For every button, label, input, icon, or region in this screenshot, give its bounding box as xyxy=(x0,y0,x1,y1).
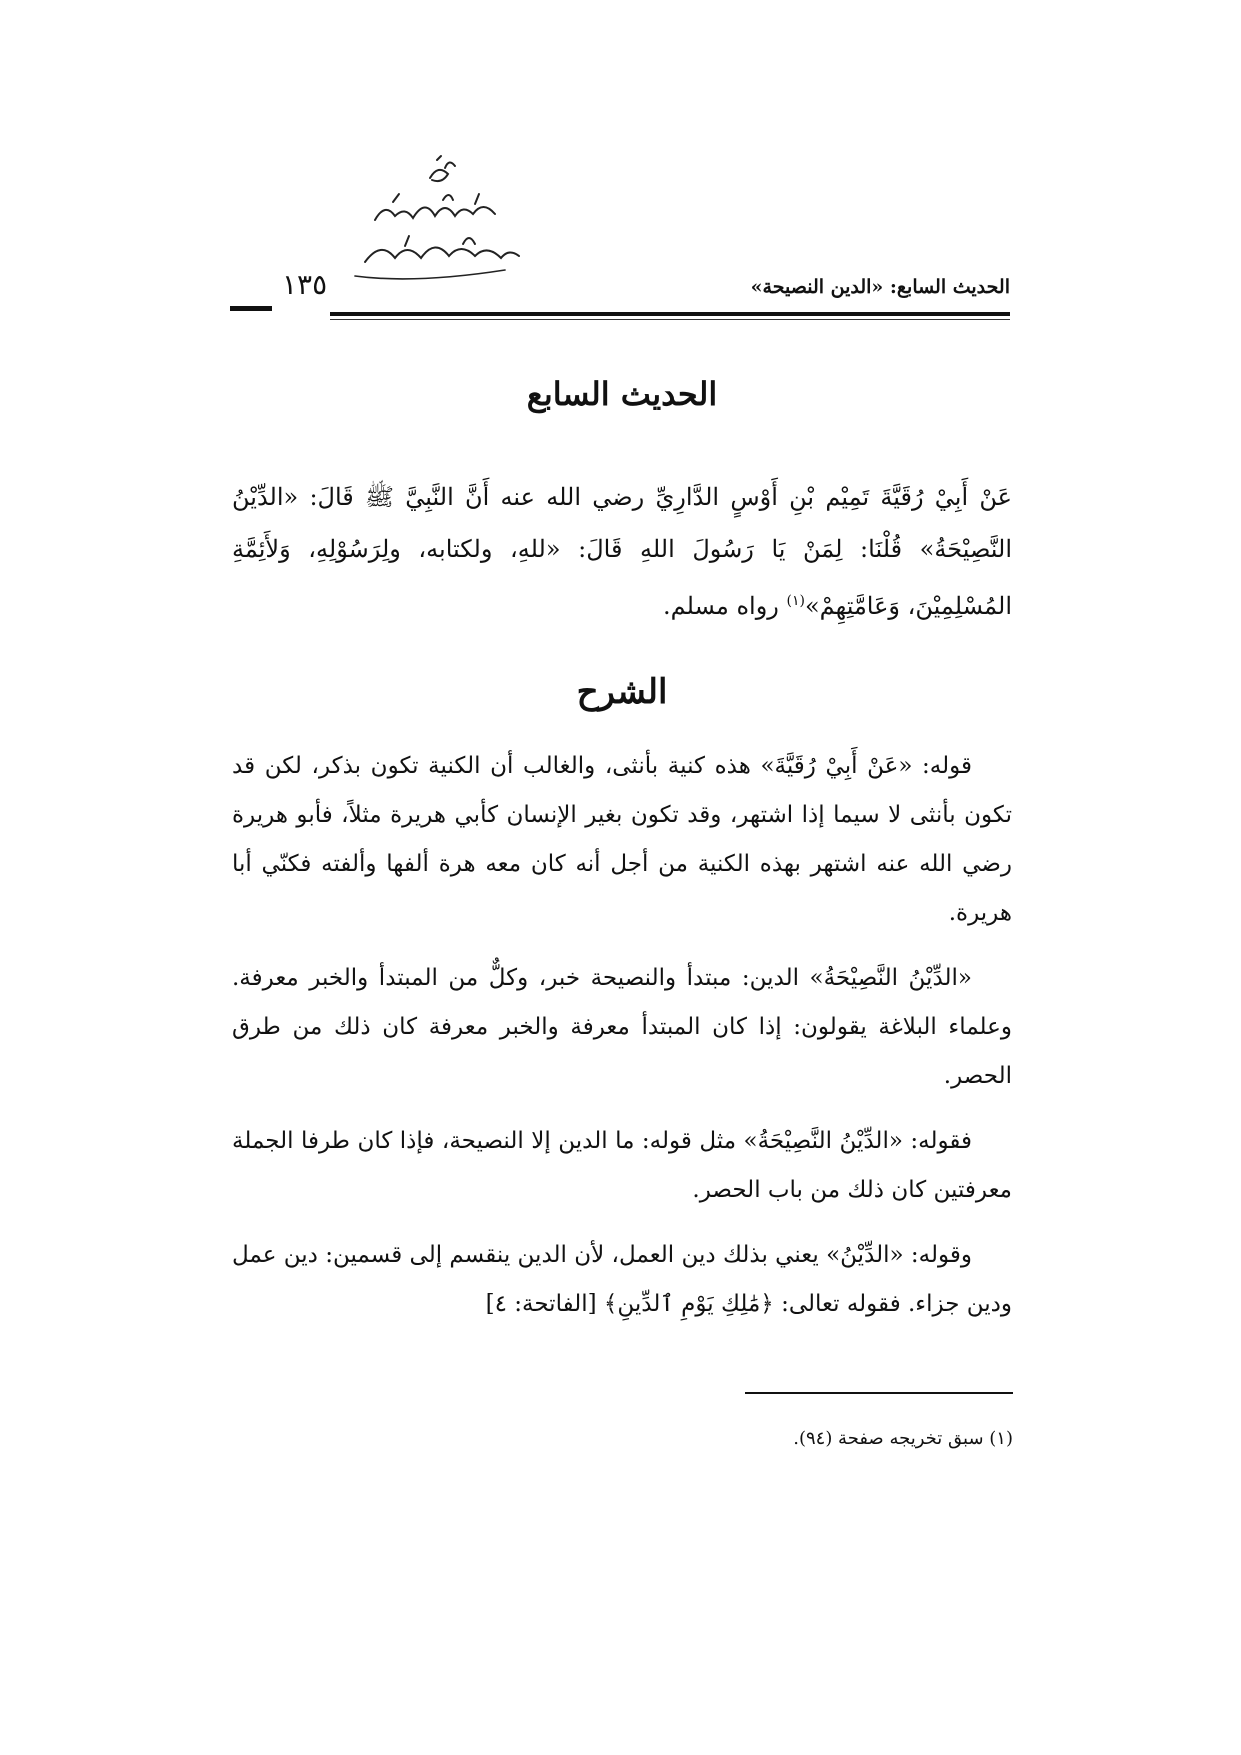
footnote-number: (١) xyxy=(989,1428,1013,1449)
header-left-bar xyxy=(230,306,272,311)
page-content xyxy=(232,375,1012,1345)
header-rule-thick xyxy=(330,312,1010,316)
page-number: ١٣٥ xyxy=(282,268,328,301)
paragraph: «الدِّيْنُ النَّصِيْحَةُ» الدين: مبتدأ والنصيحة خبر، وكلٌّ من المبتدأ والخبر معرفة. وعلماء البلاغة يقولون: إذا كان المبتدأ معرفة والخبر معرفة كان ذلك من طرق الحصر. xyxy=(232,965,1012,1089)
hadith-text xyxy=(232,471,1012,632)
hadith-body: عَنْ أَبِيْ رُقَيَّةَ تَمِيْم بْنِ أَوْسٍ الدَّارِيِّ رضي الله عنه أَنَّ النَّبِيَّ ﷺ قَالَ: «الدِّيْنُ النَّصِيْحَةُ» قُلْنَا: لِمَنْ يَا رَسُولَ اللهِ قَالَ: «للهِ، ولكتابه، ولِرَسُوْلِهِ، وَلأَئِمَّةِ المُسْلِمِيْنَ، وَعَامَّتِهِمْ» xyxy=(232,483,1012,620)
hadith-source: رواه مسلم. xyxy=(663,592,787,620)
header-rule-thin xyxy=(330,319,1010,320)
sharh-title: الشرح xyxy=(576,672,668,712)
footnote-text: سبق تخريجه صفحة (٩٤). xyxy=(793,1428,984,1449)
footnote-rule xyxy=(745,1392,1013,1394)
section-title: الحديث السابع xyxy=(526,375,718,413)
header-title: الحديث السابع: «الدين النصيحة» xyxy=(750,276,1010,298)
running-header xyxy=(230,268,1010,328)
paragraph: فقوله: «الدِّيْنُ النَّصِيْحَةُ» مثل قوله: ما الدين إلا النصيحة، فإذا كان طرفا الجملة معرفتين كان ذلك من باب الحصر. xyxy=(232,1128,1012,1203)
footnote-ref[interactable]: (١) xyxy=(786,593,805,609)
footnote xyxy=(600,1428,1013,1449)
paragraph: قوله: «عَنْ أَبِيْ رُقَيَّةَ» هذه كنية بأنثى، والغالب أن الكنية تكون بذكر، لكن قد تكون بأنثى لا سيما إذا اشتهر، وقد تكون بغير الإنسان كأبي هريرة مثلاً، فأبو هريرة رضي الله عنه اشتهر بهذه الكنية من أجل أنه كان معه هرة ألفها وألفته فكنّي أبا هريرة. xyxy=(232,753,1012,926)
paragraph: وقوله: «الدِّيْنُ» يعني بذلك دين العمل، لأن الدين ينقسم إلى قسمين: دين عمل ودين جزاء. فقوله تعالى: ﴿مَٰلِكِ يَوْمِ ٱلدِّينِ﴾ [الفاتحة: ٤] xyxy=(232,1242,1012,1317)
